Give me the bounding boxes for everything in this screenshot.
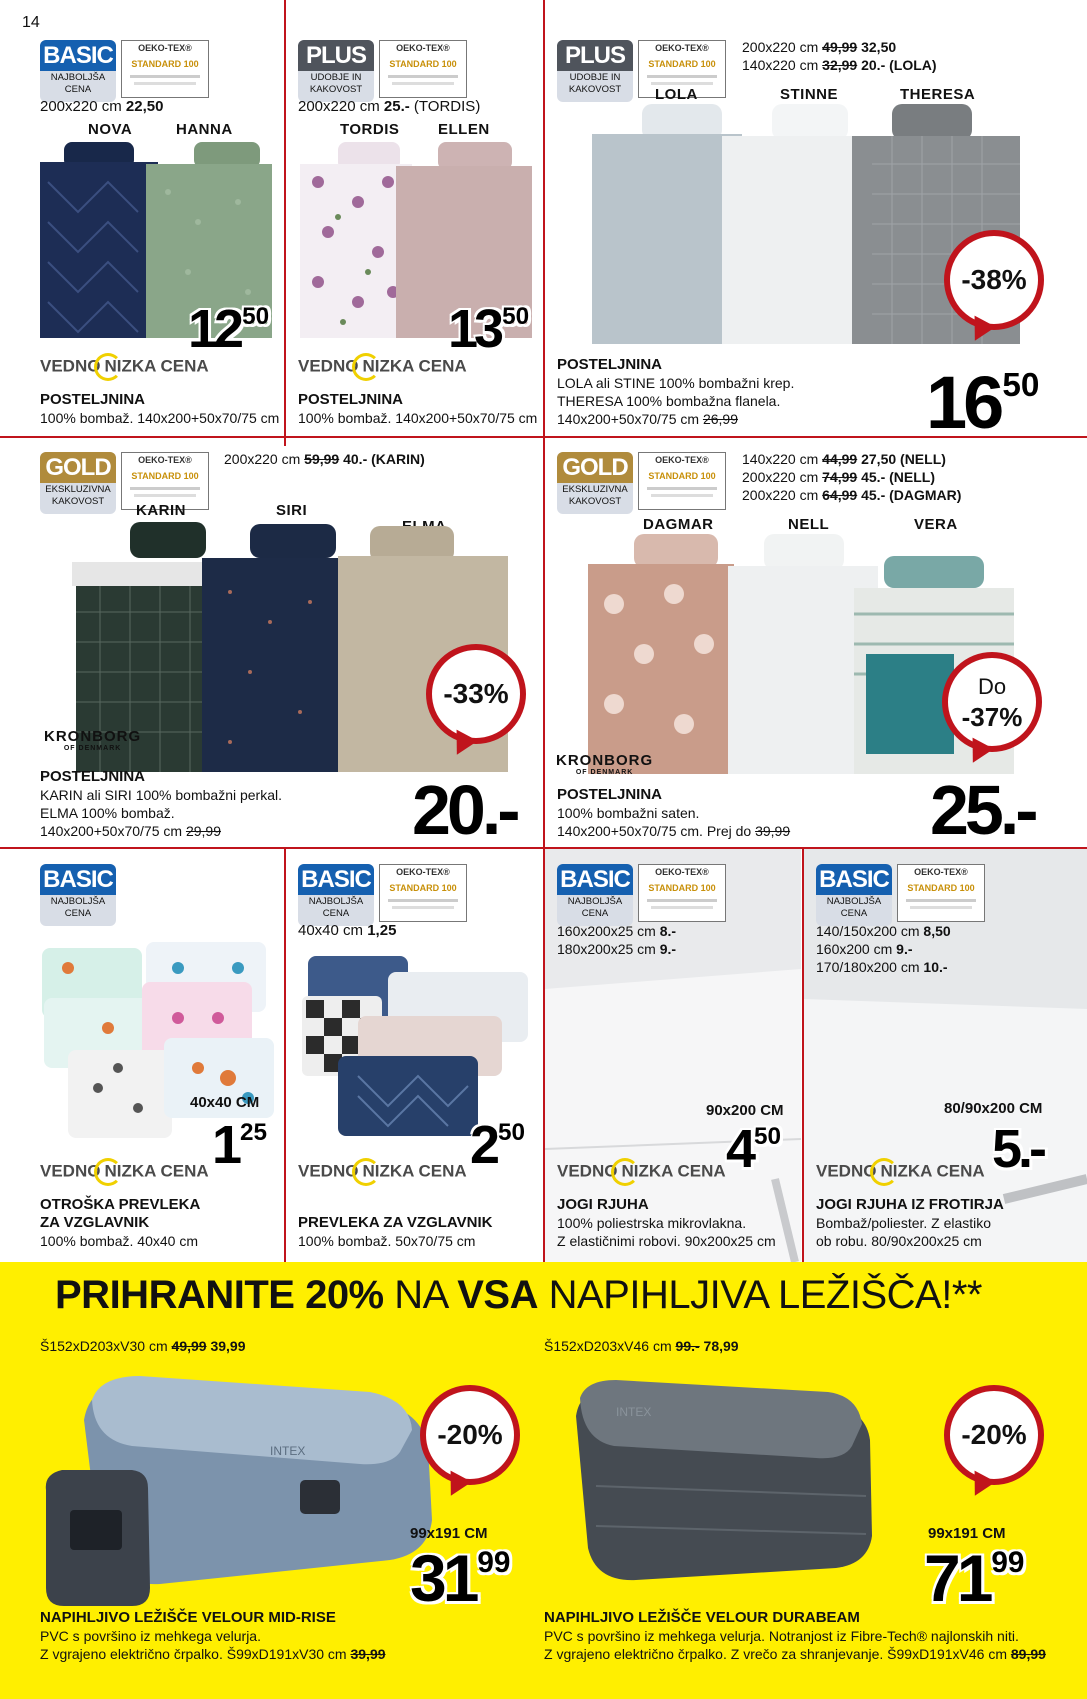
product-description: 140x200+50x70/75 cm 29,99	[40, 823, 221, 839]
product-description: KARIN ali SIRI 100% bombažni perkal.	[40, 787, 282, 803]
size-price-line: 140x220 cm 44,99 27,50 (NELL)	[742, 451, 946, 467]
product-description: LOLA ali STINE 100% bombažni krep.	[557, 375, 795, 391]
always-low-price-label: VEDNO NIZKA CENA	[40, 1158, 209, 1186]
size-price-line: 200x220 cm 22,50	[40, 98, 164, 115]
product-name-ellen: ELLEN	[438, 121, 490, 138]
oeko-tex-label: OEKO-TEX® STANDARD 100	[121, 40, 209, 98]
price: $13^{50}$	[448, 299, 530, 359]
product-title: OTROŠKA PREVLEKA	[40, 1196, 201, 1213]
product-name-lola: LOLA	[655, 86, 698, 103]
oeko-tex-label: OEKO-TEX® STANDARD 100	[638, 452, 726, 510]
discount-badge: -38%	[944, 230, 1044, 330]
product-title: PREVLEKA ZA VZGLAVNIK	[298, 1214, 493, 1231]
size-label: 99x191 CM	[410, 1525, 488, 1542]
product-description: ob robu. 80/90x200x25 cm	[816, 1233, 982, 1249]
divider	[0, 436, 1087, 438]
price: 20.-	[412, 771, 517, 849]
size-label: 80/90x200 CM	[944, 1100, 1043, 1117]
kronborg-logo: KRONBORG OF DENMARK	[556, 752, 654, 776]
size-price-line: 200x220 cm 64,99 45.- (DAGMAR)	[742, 487, 962, 503]
product-name-nell: NELL	[788, 516, 830, 533]
price: 5.-	[992, 1119, 1044, 1179]
size-price-line: 200x220 cm 74,99 45.- (NELL)	[742, 469, 935, 485]
oeko-tex-label: OEKO-TEX® STANDARD 100	[638, 40, 726, 98]
product-description: 140x200+50x70/75 cm 26,99	[557, 411, 738, 427]
product-title: ZA VZGLAVNIK	[40, 1214, 150, 1231]
product-title: POSTELJNINA	[40, 391, 146, 408]
discount-badge: -20%	[420, 1385, 520, 1485]
gold-badge: GOLD EKSKLUZIVNA KAKOVOST	[557, 452, 633, 514]
price: $71^{99}$	[924, 1541, 1025, 1615]
size-label: 99x191 CM	[928, 1525, 1006, 1542]
oeko-tex-label: OEKO-TEX® STANDARD 100	[897, 864, 985, 922]
always-low-price-label: VEDNO NIZKA CENA	[298, 353, 467, 381]
product-name-nova: NOVA	[88, 121, 133, 138]
product-title: NAPIHLJIVO LEŽIŠČE VELOUR DURABEAM	[544, 1609, 860, 1626]
product-name-siri: SIRI	[276, 502, 308, 519]
oeko-tex-label: OEKO-TEX® STANDARD 100	[121, 452, 209, 510]
size-price-line: 160x200x25 cm 8.-	[557, 923, 677, 939]
always-low-price-label: VEDNO NIZKA CENA	[40, 353, 209, 381]
always-low-price-label: VEDNO NIZKA CENA	[298, 1158, 467, 1186]
oeko-tex-label: OEKO-TEX® STANDARD 100	[379, 864, 467, 922]
plus-badge: PLUS UDOBJE IN KAKOVOST	[557, 40, 633, 102]
size-price-line: 170/180x200 cm 10.-	[816, 959, 948, 975]
spec-price-line: Š152xD203xV46 cm 99.- 78,99	[544, 1338, 739, 1354]
size-label: 40x40 CM	[190, 1094, 260, 1111]
product-description: PVC s površino iz mehkega velurja. Notranjost iz Fibre-Tech® najlonskih niti.	[544, 1628, 1019, 1644]
size-price-line: 200x220 cm 49,99 32,50	[742, 39, 897, 55]
product-title: JOGI RJUHA	[557, 1196, 649, 1213]
intex-brand-text: INTEX	[616, 1405, 652, 1419]
product-description: Z vgrajeno električno črpalko. Š99xD191xV30 cm 39,99	[40, 1646, 386, 1662]
product-description: Z elastičnimi robovi. 90x200x25 cm	[557, 1233, 776, 1249]
price: 25.-	[930, 771, 1035, 849]
airbed-image	[40, 1370, 440, 1610]
product-name-vera: VERA	[914, 516, 958, 533]
product-title: JOGI RJUHA IZ FROTIRJA	[816, 1196, 1004, 1213]
product-description: 100% poliestrska mikrovlakna.	[557, 1215, 747, 1231]
price: $31^{99}$	[410, 1541, 511, 1615]
price: $12^{50}$	[188, 299, 270, 359]
gold-badge: GOLD EKSKLUZIVNA KAKOVOST	[40, 452, 116, 514]
basic-badge: BASIC NAJBOLJŠA CENA	[40, 864, 116, 926]
product-description: 100% bombažni saten.	[557, 805, 700, 821]
spec-price-line: Š152xD203xV30 cm 49,99 39,99	[40, 1338, 246, 1354]
product-description: PVC s površino iz mehkega velurja.	[40, 1628, 261, 1644]
always-low-price-label: VEDNO NIZKA CENA	[816, 1158, 985, 1186]
basic-badge: BASIC NAJBOLJŠA CENA	[40, 40, 116, 102]
divider	[284, 0, 286, 446]
size-price-line: 180x200x25 cm 9.-	[557, 941, 677, 957]
plus-badge: PLUS UDOBJE IN KAKOVOST	[298, 40, 374, 102]
product-title: NAPIHLJIVO LEŽIŠČE VELOUR MID-RISE	[40, 1609, 336, 1626]
intex-brand-text: INTEX	[270, 1444, 306, 1458]
product-name-theresa: THERESA	[900, 86, 976, 103]
product-description: 100% bombaž. 40x40 cm	[40, 1233, 198, 1249]
product-name-karin: KARIN	[136, 502, 186, 519]
product-name-tordis: TORDIS	[340, 121, 400, 138]
product-description: Z vgrajeno električno črpalko. Z vrečo za shranjevanje. Š99xD191xV46 cm 89,99	[544, 1646, 1046, 1662]
divider	[284, 848, 286, 1262]
size-price-line: 160x200 cm 9.-	[816, 941, 913, 957]
always-low-price-label: VEDNO NIZKA CENA	[557, 1158, 726, 1186]
price: $16^{50}$	[926, 361, 1040, 444]
price: $1^{25}$	[212, 1115, 268, 1175]
product-description: 100% bombaž. 140x200+50x70/75 cm	[298, 410, 538, 426]
product-title: POSTELJNINA	[557, 356, 663, 373]
page-number: 14	[22, 14, 40, 31]
kronborg-logo: KRONBORG OF DENMARK	[44, 728, 142, 752]
pillows-image	[298, 956, 534, 1136]
size-price-line: 200x220 cm 59,99 40.- (KARIN)	[224, 451, 425, 467]
product-name-dagmar: DAGMAR	[643, 516, 714, 533]
discount-badge: -20%	[944, 1385, 1044, 1485]
oeko-tex-label: OEKO-TEX® STANDARD 100	[379, 40, 467, 98]
size-price-line: 200x220 cm 25.- (TORDIS)	[298, 98, 481, 115]
product-name-stinne: STINNE	[780, 86, 839, 103]
oeko-tex-label: OEKO-TEX® STANDARD 100	[638, 864, 726, 922]
product-title: POSTELJNINA	[557, 786, 663, 803]
product-description: 100% bombaž. 50x70/75 cm	[298, 1233, 476, 1249]
product-description: 100% bombaž. 140x200+50x70/75 cm	[40, 410, 280, 426]
airbed-image	[566, 1376, 906, 1586]
basic-badge: BASIC NAJBOLJŠA CENA	[557, 864, 633, 926]
product-title: POSTELJNINA	[298, 391, 404, 408]
promo-headline: PRIHRANITE 20% NA VSA NAPIHLJIVA LEŽIŠČA!**	[55, 1273, 982, 1317]
price: $4^{50}$	[726, 1119, 782, 1179]
product-description: 140x200+50x70/75 cm. Prej do 39,99	[557, 823, 791, 839]
product-description: Bombaž/poliester. Z elastiko	[816, 1215, 992, 1231]
discount-badge: Do -37%	[942, 652, 1042, 752]
size-price-line: 140x220 cm 32,99 20.- (LOLA)	[742, 57, 937, 73]
size-label: 90x200 CM	[706, 1102, 784, 1119]
discount-badge: -33%	[426, 644, 526, 744]
product-name-hanna: HANNA	[176, 121, 233, 138]
product-description: ELMA 100% bombaž.	[40, 805, 175, 821]
product-description: THERESA 100% bombažna flanela.	[557, 393, 781, 409]
basic-badge: BASIC NAJBOLJŠA CENA	[298, 864, 374, 926]
size-price-line: 40x40 cm 1,25	[298, 922, 397, 939]
size-price-line: 140/150x200 cm 8,50	[816, 923, 951, 939]
product-title: POSTELJNINA	[40, 768, 146, 785]
price: $2^{50}$	[470, 1115, 526, 1175]
basic-badge: BASIC NAJBOLJŠA CENA	[816, 864, 892, 926]
